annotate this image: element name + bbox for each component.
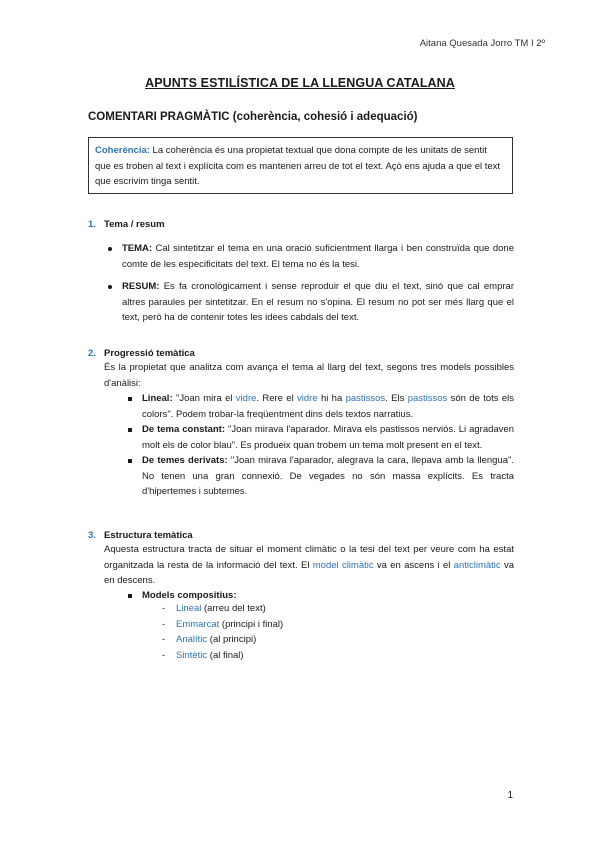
constant-term: De tema constant: [142,424,225,435]
resum-text: Es fa cronològicament i sense reproduir el que diu el text, sinó que cal emprar altres paraules per sintetitzar. En el resum no s'opina. El resum no pot ser més llarg que el text, però ha de contenir totes les idees cabdals del text. [122,281,514,323]
tema-term: TEMA: [122,243,153,254]
section-1-title: Tema / resum [104,219,165,230]
tema-text: Cal sintetitzar el tema en una oració suficientment llarga i ben construïda que done comte de les especificitats del text. El tema no és la tesi. [122,243,514,270]
intro-text-part: va en ascens i el [373,559,454,571]
section-1-number: 1. [88,219,96,230]
model-desc: (al principi) [207,634,257,645]
list-item [176,617,476,633]
section-subtitle: COMENTARI PRAGMÀTIC (coherència, cohesió i adequació) [88,111,418,123]
section-3-intro [104,542,514,589]
section-3-title: Estructura temàtica [104,530,193,541]
models-list [176,601,476,663]
model-name: Analític [176,634,208,645]
section-3-number: 3. [88,530,96,541]
lineal-text-part: "Joan mira el [172,393,236,404]
document-title: APUNTS ESTILÍSTICA DE LA LLENGUA CATALANA [145,76,455,90]
model-desc: (al final) [207,649,244,661]
highlight-word: model climàtic [312,559,374,571]
intro-text-part: va en descens. [104,559,514,586]
section-3-heading [88,530,193,541]
list-item [122,241,514,272]
lineal-text-part: . Rere el [256,393,298,404]
coherence-term: Coherència: [95,145,150,156]
section-2-title: Progressió temàtica [104,348,195,359]
section-2-list [142,391,514,500]
section-2-intro: És la propietat que analitza com avança el tema al llarg del text, segons tres models possibles d'anàlisi: [104,362,514,389]
highlight-word: pastissos [407,393,448,404]
derivats-text: "Joan mirava l'aparador, alegrava la cara, llepava amb la llengua". No tenen una gran connexió. De vegades no són massa explícits. Es tracta d'hipertemes i subtemes. [142,455,515,497]
lineal-text-part: són de tots els colors". Podem trobar-la freqüentment dins dels textos narratius. [142,393,514,420]
model-name: Sintètic [176,649,208,661]
highlight-word: pastissos [345,393,386,404]
list-item [142,422,514,453]
list-item [142,391,514,422]
list-item [122,279,514,326]
model-desc: (principi i final) [219,618,284,630]
model-name: Lineal [176,603,202,614]
highlight-word: anticlimàtic [453,559,501,571]
intro-text-part: Aquesta estructura tracta de situar el moment climàtic o la tesi del text per veure com ha estat organitzada la resta de la informació del text. El [104,544,514,571]
page-number: 1 [507,790,513,801]
lineal-text-part: hi ha [317,393,346,404]
list-item [176,632,476,648]
lineal-term: Lineal: [142,393,173,404]
header-author: Aitana Quesada Jorro TM I 2º [419,38,545,49]
list-item [176,648,476,664]
derivats-term: De temes derivats: [142,455,228,466]
section-2-number: 2. [88,348,96,359]
model-name: Emmarcat [176,618,220,630]
coherence-definition-box [88,137,513,194]
section-1-list [122,241,514,326]
highlight-word: vidre [297,393,318,404]
coherence-text: La coherència és una propietat textual que dona compte de les unitats de sentit que es troben al text i explícita com es mantenen arreu de tot el text. Açò ens ajuda a que el text que escrivim tinga sentit. [95,145,501,187]
resum-term: RESUM: [122,281,160,292]
list-item [176,601,476,617]
highlight-word: vidre [235,393,257,404]
constant-text: "Joan mirava l'aparador. Mirava els pastissos nerviós. Li agradaven molt els de color blau". Es produeix quan trobem un tema molt present en el text. [142,424,514,451]
models-label: Models compositius: [142,588,514,604]
section-2-heading [88,348,195,359]
list-item [142,453,514,500]
section-1-heading [88,219,165,230]
lineal-text-part: . Els [385,393,408,404]
model-desc: (arreu del text) [201,603,266,614]
